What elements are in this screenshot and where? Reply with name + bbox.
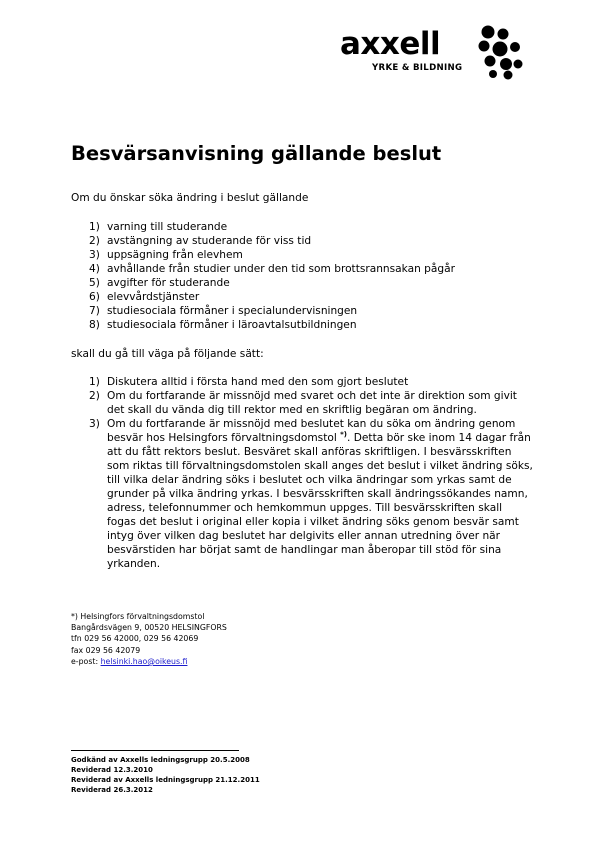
- list-item: [71, 290, 455, 304]
- list-number: 2): [89, 235, 100, 247]
- footnote-block: [71, 611, 227, 667]
- footnote-phone: tfn 029 56 42000, 029 56 42069: [71, 634, 199, 644]
- list-number: 7): [89, 305, 100, 317]
- logo-wordmark: axxell: [340, 26, 441, 62]
- footnote-court: *) Helsingfors förvaltningsdomstol: [71, 612, 205, 621]
- list-text: uppsägning från elevhem: [107, 249, 243, 261]
- axxell-logo: [336, 24, 536, 80]
- list-number: 6): [89, 291, 100, 303]
- list-item: [71, 389, 541, 417]
- list-text: [107, 417, 533, 571]
- list-text: studiesociala förmåner i läroavtalsutbildningen: [107, 319, 357, 331]
- page-title: Besvärsanvisning gällande beslut: [71, 142, 442, 165]
- logo-tagline: YRKE & BILDNING: [372, 63, 463, 73]
- list-text-part: Om du fortfarande är missnöjd med beslutet kan du söka om ändring genom besvär hos Helsingfors förvaltningsdomstol: [107, 418, 516, 444]
- approval-line: Reviderad 12.3.2010: [71, 766, 153, 774]
- list-item: [71, 220, 455, 234]
- footnote-marker: *): [340, 430, 348, 439]
- list-number: 3): [89, 249, 100, 261]
- list-text: varning till studerande: [107, 221, 228, 233]
- list-number: 3): [89, 418, 100, 430]
- list-text-part: . Detta bör ske inom 14 dagar från att du fått rektors beslut. Besväret skall anföras skriftligen. I besvärsskriften som riktas till förvaltningsdomstolen skall anges det beslut i vilket ändring söks, till vilka delar ändring söks i beslutet och vilka ändringar som yrkas samt de grunder på vilka ändring yrkas. I besvärsskriften skall ändringssökandes namn, adress, telefonnummer och hemkommun uppges. Till besvärsskriften skall fogas det beslut i original eller kopia i vilket ändring söks genom besvär samt intyg över vilken dag beslutet har delgivits eller annan utredning över när besvärstiden har börjat samt de handlingar man åberopar till stöd för sina yrkanden.: [107, 432, 533, 570]
- list-text: Om du fortfarande är missnöjd med svaret och det inte är direktion som givit det skall du vända dig till rektor med en skriftlig begäran om ändring.: [107, 390, 517, 416]
- footnote-address: Bangårdsvägen 9, 00520 HELSINGFORS: [71, 623, 227, 633]
- list-number: 1): [89, 376, 100, 388]
- procedure-heading: skall du gå till väga på följande sätt:: [71, 348, 264, 360]
- list-text: avgifter för studerande: [107, 277, 230, 289]
- list-number: 1): [89, 221, 100, 233]
- email-link[interactable]: helsinki.hao@oikeus.fi: [100, 656, 188, 666]
- list-text: Diskutera alltid i första hand med den som gjort beslutet: [107, 376, 409, 388]
- procedure-list: [71, 375, 541, 571]
- footnote-fax: fax 029 56 42079: [71, 645, 141, 655]
- decision-list: [71, 220, 455, 332]
- list-item: [71, 248, 455, 262]
- intro-text: Om du önskar söka ändring i beslut gällande: [71, 192, 309, 204]
- list-text: studiesociala förmåner i specialundervisningen: [107, 305, 358, 317]
- list-number: 8): [89, 319, 100, 331]
- list-number: 2): [89, 390, 100, 402]
- approval-line: Reviderad av Axxells ledningsgrupp 21.12.2011: [71, 776, 260, 784]
- list-item: [71, 276, 455, 290]
- list-item: [71, 318, 455, 332]
- list-item: [71, 417, 541, 571]
- approval-history: [71, 755, 260, 795]
- approval-line: Reviderad 26.3.2012: [71, 786, 153, 794]
- list-item: [71, 262, 455, 276]
- list-item: [71, 234, 455, 248]
- footnote-email-line: [71, 656, 227, 667]
- list-text: avstängning av studerande för viss tid: [107, 235, 312, 247]
- list-item: [71, 375, 541, 389]
- list-number: 4): [89, 263, 100, 275]
- divider: [71, 750, 239, 751]
- approval-line: Godkänd av Axxells ledningsgrupp 20.5.2008: [71, 756, 250, 764]
- list-item: [71, 304, 455, 318]
- list-number: 5): [89, 277, 100, 289]
- list-text: elevvårdstjänster: [107, 291, 200, 303]
- axxell-dots-logo-icon: [473, 24, 525, 80]
- list-text: avhållande från studier under den tid som brottsrannsakan pågår: [107, 263, 455, 275]
- email-label: e-post:: [71, 656, 101, 666]
